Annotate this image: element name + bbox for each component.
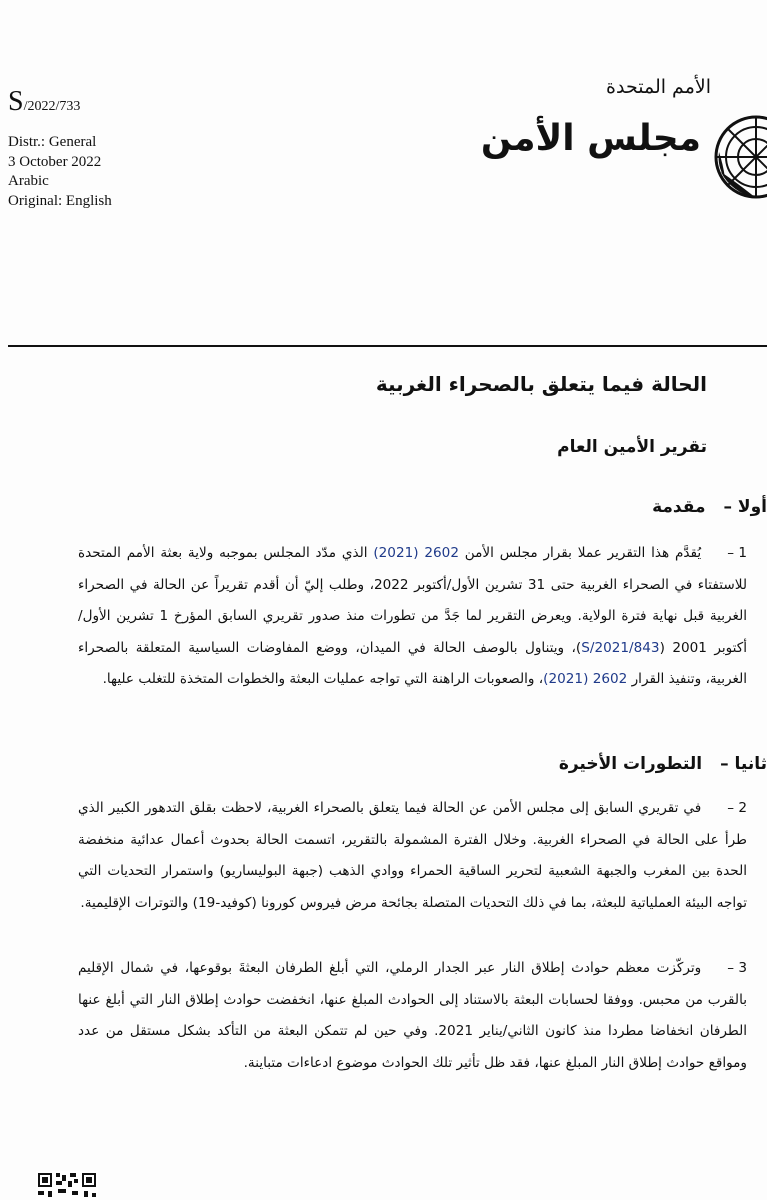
resolution-link[interactable]: 2602 (2021) (543, 671, 628, 688)
symbol-number: /2022/733 (23, 99, 81, 114)
section-title: مقدمة (652, 497, 706, 517)
distribution-block (8, 133, 112, 211)
document-subtitle: تقرير الأمين العام (557, 437, 707, 457)
document-symbol (8, 86, 80, 118)
resolution-link[interactable]: 2602 (2021) (373, 545, 459, 561)
paragraph-text: وتركّزت معظم حوادث إطلاق النار عبر الجدار الرملي، التي أبلغ الطرفان البعثةَ بوقوعها، في شمال الإقليم بالقرب من محبس. ووفقا لحسابات البعثة بالاستناد إلى الحوادث المبلغ عنها، انخفضت حوادث إطلاق النار التي أبلغ عنها الطرفان انخفاضا مطردا منذ كانون الثاني/يناير 2021. وفي حين لم تتمكن البعثة من التأكد بشكل مستقل من عدد ومواقع حوادث إطلاق النار المبلغ عنها، فقد ظل تأثير تلك الحوادث موضوع ادعاءات متباينة. (78, 960, 747, 1071)
un-name: الأمم المتحدة (606, 76, 711, 98)
language-line: Arabic (8, 173, 49, 189)
paragraph-1 (78, 538, 747, 696)
un-emblem-icon (711, 112, 767, 200)
paragraph-number: 2 – (727, 800, 747, 816)
paragraph-3 (78, 953, 747, 1079)
symbol-letter: S (8, 86, 24, 117)
document-title: الحالة فيما يتعلق بالصحراء الغربية (375, 372, 707, 396)
paragraph-2 (78, 793, 747, 919)
council-name: مجلس الأمن (480, 118, 701, 159)
paragraph-number: 3 – (727, 960, 747, 976)
report-link[interactable]: S/2021/843 (581, 639, 660, 656)
section-number: أولا – (723, 497, 767, 517)
distr-line: Distr.: General (8, 134, 97, 150)
section-heading-recent-developments (559, 754, 767, 774)
section-title: التطورات الأخيرة (558, 754, 703, 774)
date-line: 3 October 2022 (8, 153, 102, 170)
section-number: ثانيا – (720, 754, 767, 774)
paragraph-text: في تقريري السابق إلى مجلس الأمن عن الحالة فيما يتعلق بالصحراء الغربية، لاحظت بقلق التدهور الكبير الذي طرأ على الحالة في الصحراء الغربية. وخلال الفترة المشمولة بالتقرير، اتسمت الحالة بحدوث أعمال عدائية منخفضة الحدة بين المغرب والجبهة الشعبية لتحرير الساقية الحمراء ووادي الذهب (جبهة البوليساريو) واستمرار التحديات التي تواجه البيئة العملياتية للبعثة، بما في ذلك التحديات المتصلة بجائحة مرض فيروس كورونا (كوفيد-19) والتوترات الإقليمية. (78, 800, 747, 911)
paragraph-number: 1 – (727, 545, 747, 561)
paragraph-text: )، ويتناول بالوصف الحالة في الميدان، ووضع المفاوضات السياسية المتعلقة بالصحراء الغربية، وتنفيذ القرار (78, 639, 747, 688)
section-heading-intro (652, 497, 767, 517)
paragraph-text: يُقدَّم هذا التقرير عملا بقرار مجلس الأمن (458, 545, 702, 561)
paragraph-text: الذي مدّد المجلس بموجبه ولاية بعثة الأمم المتحدة للاستفتاء في الصحراء الغربية حتى 31 تشرين الأول/أكتوبر 2022، وطلب إليّ أن أقدم تقريراً عن الحالة في الصحراء الغربية قبل نهاية فترة الولاية. ويعرض التقرير لما جَدَّ من تطورات منذ صدور تقريري السابق المؤرخ 1 تشرين الأول/أكتوبر 2001 ( (78, 545, 748, 656)
header-divider (8, 345, 767, 347)
qr-code-icon (36, 1171, 98, 1200)
paragraph-text: ، والصعوبات الراهنة التي تواجه عمليات البعثة والخطوات المتخذة للتغلب عليها. (102, 671, 544, 688)
original-line: Original: English (8, 192, 112, 209)
